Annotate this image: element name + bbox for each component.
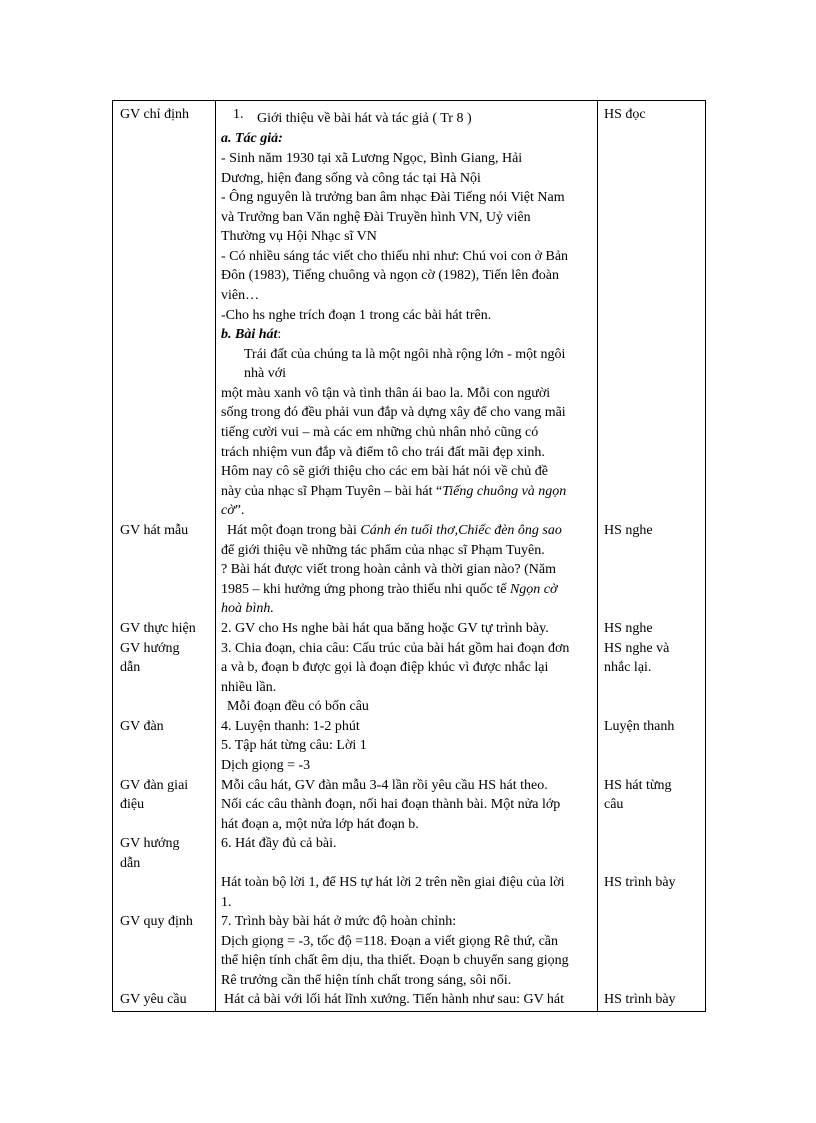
row1-line: - Ông nguyên là trưởng ban âm nhạc Đài Tiếng nói Việt Nam [221,190,565,205]
song-title-end: cờ [221,503,235,518]
row5-line: 4. Luyện thanh: 1-2 phút [221,719,360,734]
row1-number: 1. [233,107,244,122]
row1-para-end-quote: ”. [234,503,245,518]
row2-line4-text: 1985 – khi hưởng ứng phong trào thiếu nhi quốc tế [221,582,510,597]
row6-student-action: HS hát từng [604,778,672,793]
row5-line: 5. Tập hát từng câu: Lời 1 [221,738,367,753]
row2-line1 [227,521,562,540]
row7-text: 6. Hát đầy đủ cả bài. [221,836,337,851]
row1-para-end [221,501,244,520]
column-divider-right [597,100,598,1012]
row6-line: hát đoạn a, một nửa lớp hát đoạn b. [221,817,419,832]
row9-line: Dịch giọng = -3, tốc độ =118. Đoạn a viết giọng Rê thứ, cần [221,934,559,949]
row1-line: - Có nhiều sáng tác viết cho thiếu nhi như: Chú voi con ở Bản [221,249,569,264]
row4-student-action: nhắc lại. [604,660,652,675]
row9-line: thể hiện tính chất êm dịu, tha thiết. Đoạn b chuyển sang giọng [221,953,569,968]
row1-heading: Giới thiệu về bài hát và tác giả ( Tr 8 ) [257,111,472,126]
row1-subheading-a: a. Tác giả: [221,131,283,146]
row5-teacher-action: GV đàn [120,719,164,734]
row3-teacher-action: GV thực hiện [120,621,196,636]
row1-subheading-b [221,325,281,344]
row1-line: Thường vụ Hội Nhạc sĩ VN [221,229,377,244]
row8-student-action: HS trình bày [604,875,676,890]
row1-para-line: một màu xanh vô tận và tình thân ái bao la. Mỗi con người [221,386,551,401]
row2-program-name: Ngọn cờ [509,582,558,597]
row1-para-indent: Trái đất của chúng ta là một ngôi nhà rộng lớn - một ngôi [244,347,566,362]
row1-para-last [221,482,566,501]
row1-subheading-b-colon: : [277,327,282,342]
row6-teacher-action: điệu [120,797,145,812]
row1-para-line: Hôm nay cô sẽ giới thiệu cho các em bài hát nói về chủ đề [221,464,548,479]
row8-line: 1. [221,895,232,910]
song-title: Tiếng chuông và ngọn [442,484,567,499]
row2-line2: để giới thiệu về những tác phẩm của nhạc sĩ Phạm Tuyên. [221,543,545,558]
row1-para-indent: nhà với [244,366,287,381]
row3-text: 2. GV cho Hs nghe bài hát qua băng hoặc GV tự trình bày. [221,621,549,636]
row9-line: Rê trưởng cần thể hiện tính chất trong sáng, sôi nổi. [221,973,512,988]
column-divider-left [215,100,216,1012]
row2-line1-text: Hát một đoạn trong bài [227,523,361,538]
row7-teacher-action: GV hướng [120,836,180,851]
row4-teacher-action: dẫn [120,660,141,675]
row6-student-action: câu [604,797,624,812]
row1-line: - Sinh năm 1930 tại xã Lương Ngọc, Bình Giang, Hải [221,151,523,166]
row2-line3: ? Bài hát được viết trong hoàn cảnh và thời gian nào? (Năm [221,562,556,577]
row2-line4 [221,580,557,599]
row1-line: Đôn (1983), Tiếng chuông và ngọn cờ (1982), Tiến lên đoàn [221,268,559,283]
row2-student-action: HS nghe [604,523,653,538]
row8-line: Hát toàn bộ lời 1, để HS tự hát lời 2 trên nền giai điệu của lời [221,875,565,890]
row10-student-action: HS trình bày [604,992,676,1007]
row4-line: nhiều lần. [221,680,277,695]
row1-para-line: sống trong đó đều phải vun đắp và dựng xây để cho vang mãi [221,405,566,420]
row5-student-action: Luyện thanh [604,719,675,734]
row2-teacher-action: GV hát mẫu [120,523,189,538]
row1-student-action: HS đọc [604,107,646,122]
row1-para-line: trách nhiệm vun đắp và điểm tô cho trái đất mãi đẹp xinh. [221,445,545,460]
row4-teacher-action: GV hướng [120,641,180,656]
row4-extra: Mỗi đoạn đều có bốn câu [227,699,369,714]
row9-line: 7. Trình bày bài hát ở mức độ hoàn chỉnh: [221,914,457,929]
row1-subheading-b-label: b. Bài hát [221,327,278,342]
row2-line5: hoà bình. [221,601,274,616]
row3-student-action: HS nghe [604,621,653,636]
row1-line: Dương, hiện đang sống và công tác tại Hà Nội [221,171,481,186]
row2-song-titles: Cánh én tuổi thơ,Chiếc đèn ông sao [360,523,562,538]
row1-teacher-action: GV chỉ định [120,107,189,122]
row1-line: -Cho hs nghe trích đoạn 1 trong các bài hát trên. [221,308,492,323]
row9-teacher-action: GV quy định [120,914,193,929]
row6-line: Nối các câu thành đoạn, nối hai đoạn thành bài. Một nửa lớp [221,797,561,812]
row7-teacher-action: dẫn [120,856,141,871]
row1-para-line: tiếng cười vui – mà các em những chủ nhân nhỏ cũng có [221,425,539,440]
row1-para-last-text: này của nhạc sĩ Phạm Tuyên – bài hát “ [221,484,443,499]
row4-line: a và b, đoạn b được gọi là đoạn điệp khúc vì được nhắc lại [221,660,549,675]
row4-line: 3. Chia đoạn, chia câu: Cấu trúc của bài hát gồm hai đoạn đơn [221,641,570,656]
row10-teacher-action: GV yêu cầu [120,992,187,1007]
row10-text: Hát cả bài với lối hát lĩnh xướng. Tiến hành như sau: GV hát [224,992,565,1007]
row1-line: viên… [221,288,260,303]
row6-line: Mỗi câu hát, GV đàn mẫu 3-4 lần rồi yêu cầu HS hát theo. [221,778,548,793]
row5-line: Dịch giọng = -3 [221,758,311,773]
row4-student-action: HS nghe và [604,641,670,656]
row6-teacher-action: GV đàn giai [120,778,189,793]
row1-line: và Trưởng ban Văn nghệ Đài Truyền hình VN, Uỷ viên [221,210,531,225]
